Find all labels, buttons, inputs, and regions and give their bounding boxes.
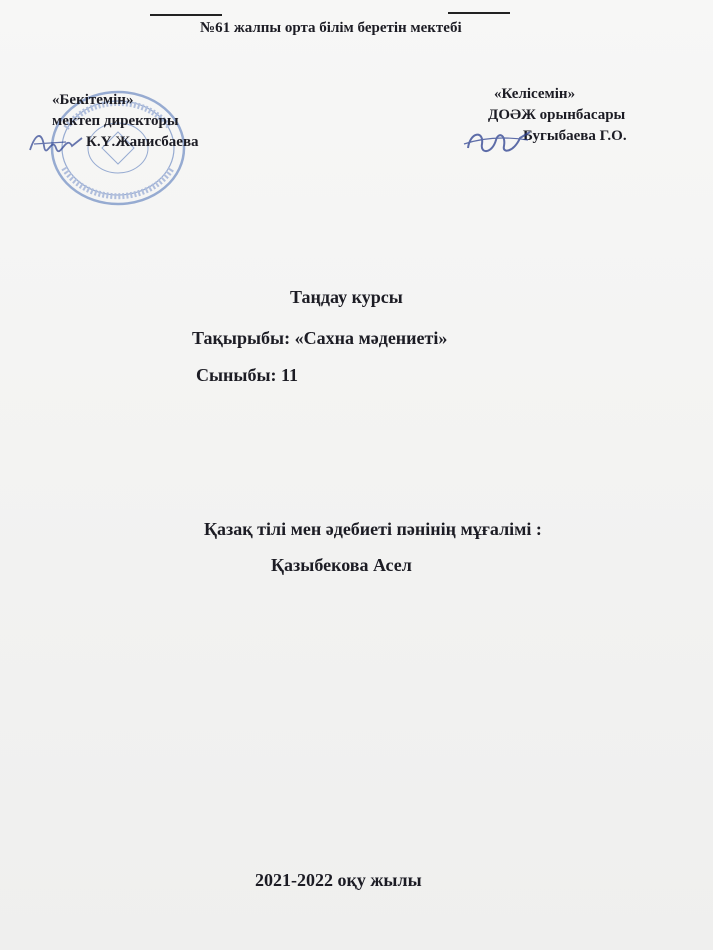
course-label: Таңдау курсы — [290, 287, 403, 307]
course-topic: Тақырыбы: «Сахна мәдениеті» — [192, 328, 448, 348]
deputy-signature-icon — [462, 124, 534, 158]
agreement-name: Бугыбаева Г.О. — [523, 128, 627, 144]
course-grade: Сыныбы: 11 — [196, 365, 299, 385]
top-rule-right — [448, 12, 510, 14]
teacher-name: Қазыбекова Асел — [271, 555, 412, 575]
approval-role: мектеп директоры — [52, 113, 179, 129]
director-signature-icon — [26, 128, 86, 158]
agreement-role: ДОӘЖ орынбасары — [488, 107, 626, 123]
top-rule-left — [150, 14, 222, 16]
academic-year: 2021-2022 оқу жылы — [255, 870, 422, 890]
agreement-title: «Келісемін» — [494, 86, 576, 102]
approval-title: «Бекітемін» — [52, 92, 134, 108]
teacher-role: Қазақ тілі мен әдебиеті пәнінің мұғалімі : — [204, 519, 542, 539]
approval-name: К.Ү.Жанисбаева — [86, 134, 199, 150]
school-name: №61 жалпы орта білім беретін мектебі — [200, 20, 462, 36]
